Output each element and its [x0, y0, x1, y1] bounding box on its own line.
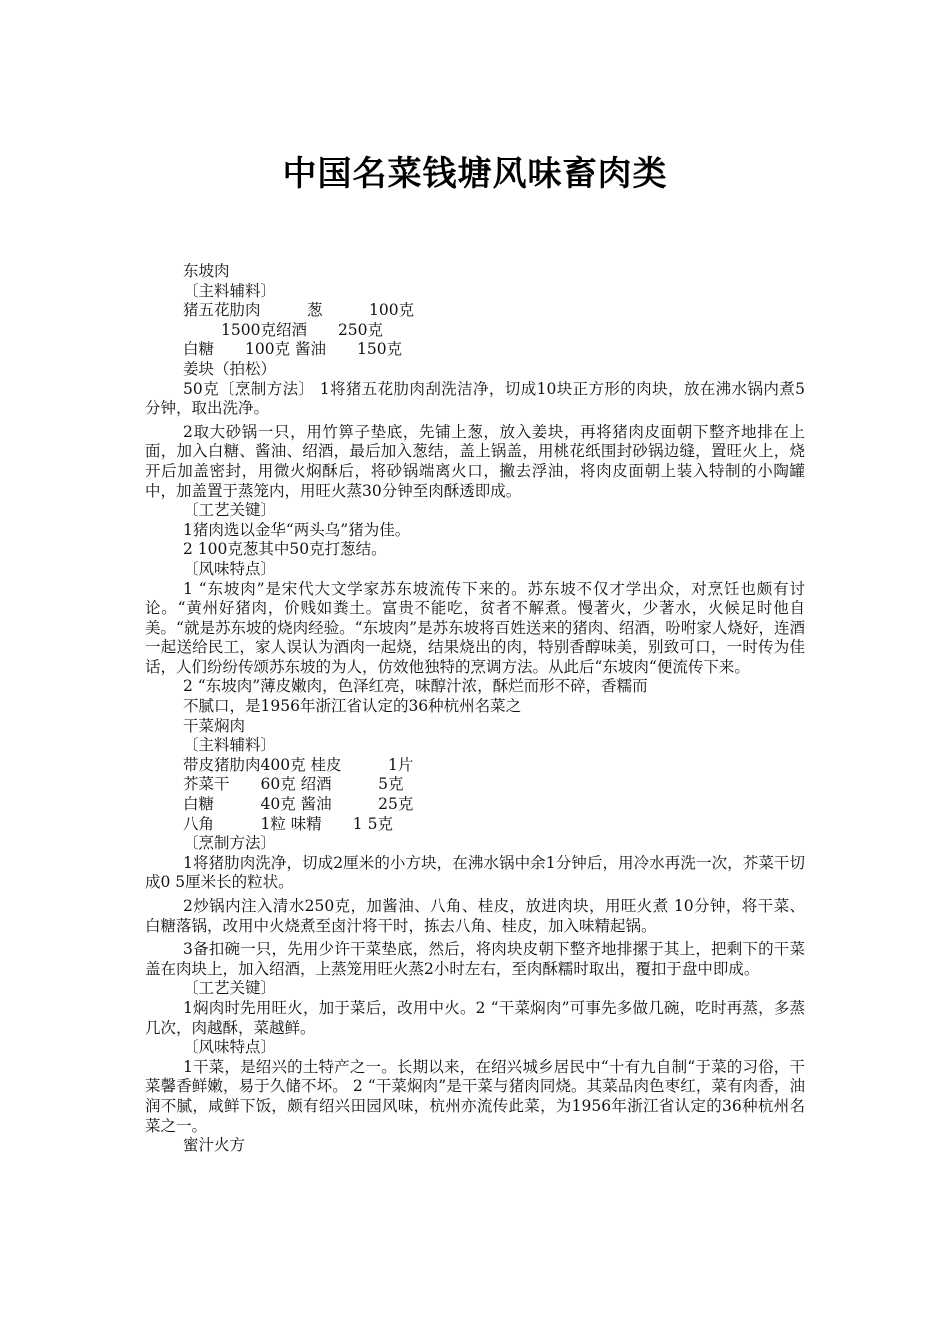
- key-point: 1猪肉选以金华“两头乌”猪为佳。: [183, 520, 411, 539]
- key-paragraph: 1焖肉时先用旺火，加于菜后，改用中火。2 “干菜焖肉”可事先多做几碗，吃时再蒸，多蒸几次，肉越酥，菜越鲜。: [145, 998, 805, 1037]
- key-heading: 〔工艺关键〕: [183, 501, 277, 520]
- document-body: [145, 262, 805, 1156]
- flavor-paragraph: 1干菜，是绍兴的土特产之一。长期以来，在绍兴城乡居民中“十有九自制“于菜的习俗，干菜馨香鲜嫩，易于久储不坏。 2 “干菜焖肉”是干菜与猪肉同烧。其菜品肉色枣红，菜有肉香，油润不腻，咸鲜下饭，颇有绍兴田园风味，杭州亦流传此菜，为1956年浙江省认定的36种杭州名菜之一。: [145, 1057, 805, 1135]
- ingredient-line: 白糖 100克 酱油 150克: [183, 340, 403, 359]
- ingredient-line: 带皮猪肋肉400克 桂皮 1片: [183, 755, 414, 774]
- dish-name: 蜜汁火方: [183, 1136, 246, 1155]
- ingredient-line: 1500克绍酒 250克: [221, 320, 384, 339]
- key-heading: 〔工艺关键〕: [183, 979, 277, 998]
- method-paragraph: 50克〔烹制方法〕 1将猪五花肋肉刮洗洁净，切成10块正方形的肉块，放在沸水锅内煮5分钟，取出洗净。: [145, 379, 805, 418]
- flavor-heading: 〔风味特点〕: [183, 559, 277, 578]
- method-paragraph: 2取大砂锅一只，用竹箅子垫底，先铺上葱，放入姜块，再将猪肉皮面朝下整齐地排在上面，加入白糖、酱油、绍酒，最后加入葱结，盖上锅盖，用桃花纸围封砂锅边缝，置旺火上，烧开后加盖密封，用微火焖酥后，将砂锅端离火口，撇去浮油，将肉皮面朝上装入特制的小陶罐中，加盖置于蒸笼内，用旺火蒸30分钟至肉酥透即成。: [145, 422, 805, 500]
- document-title: 中国名菜钱塘风味畜肉类: [282, 154, 668, 194]
- flavor-heading: 〔风味特点〕: [183, 1038, 277, 1057]
- dish-name: 干菜焖肉: [183, 716, 246, 735]
- key-point: 2 100克葱其中50克打葱结。: [183, 540, 387, 559]
- ingredient-line: 姜块（拍松）: [183, 359, 277, 378]
- method-paragraph: 3备扣碗一只，先用少许干菜垫底，然后，将肉块皮朝下整齐地排摞于其上，把剩下的干菜盖在肉块上，加入绍酒，上蒸笼用旺火蒸2小时左右，至肉酥糯时取出，覆扣于盘中即成。: [145, 940, 805, 978]
- ingredients-heading: 〔主料辅料〕: [183, 281, 277, 300]
- ingredient-line: 猪五花肋肉 葱 100克: [183, 301, 415, 320]
- method-paragraph: 2炒锅内注入清水250克，加酱油、八角、桂皮，放进肉块，用旺火煮 10分钟，将干菜、白糖落锅，改用中火烧煮至卤汁将干时，拣去八角、桂皮，加入味精起锅。: [145, 897, 805, 935]
- ingredients-heading: 〔主料辅料〕: [183, 736, 277, 755]
- flavor-paragraph-line: 2 “东坡肉”薄皮嫩肉，色泽红亮，味醇汁浓，酥烂而形不碎，香糯而: [183, 677, 648, 696]
- flavor-paragraph-line: 不腻口，是1956年浙江省认定的36种杭州名菜之: [183, 697, 522, 716]
- dish-name: 东坡肉: [183, 262, 230, 280]
- flavor-paragraph: 1 “东坡肉”是宋代大文学家苏东坡流传下来的。苏东坡不仅才学出众，对烹饪也颇有讨论。“黄州好猪肉，价贱如粪土。富贵不能吃，贫者不解煮。慢著火，少著水，火候足时他自美。“就是苏东坡的烧肉经验。“东坡肉”是苏东坡将百姓送来的猪肉、绍酒，吩咐家人烧好，连酒一起送给民工，家人误认为酒肉一起烧，结果烧出的肉，特别香醇味美，别致可口，一时传为佳话，人们纷纷传颂苏东坡的为人，仿效他独特的烹调方法。从此后“东坡肉“便流传下来。: [145, 579, 805, 676]
- ingredient-line: 八角 1粒 味精 1 5克: [183, 814, 393, 833]
- method-paragraph: 1将猪肋肉洗净，切成2厘米的小方块，在沸水锅中余1分钟后，用冷水再洗一次，芥菜干切成0 5厘米长的粒状。: [145, 853, 805, 892]
- method-heading: 〔烹制方法〕: [183, 834, 277, 853]
- ingredient-line: 白糖 40克 酱油 25克: [183, 795, 414, 814]
- ingredient-line: 芥菜干 60克 绍酒 5克: [183, 775, 404, 794]
